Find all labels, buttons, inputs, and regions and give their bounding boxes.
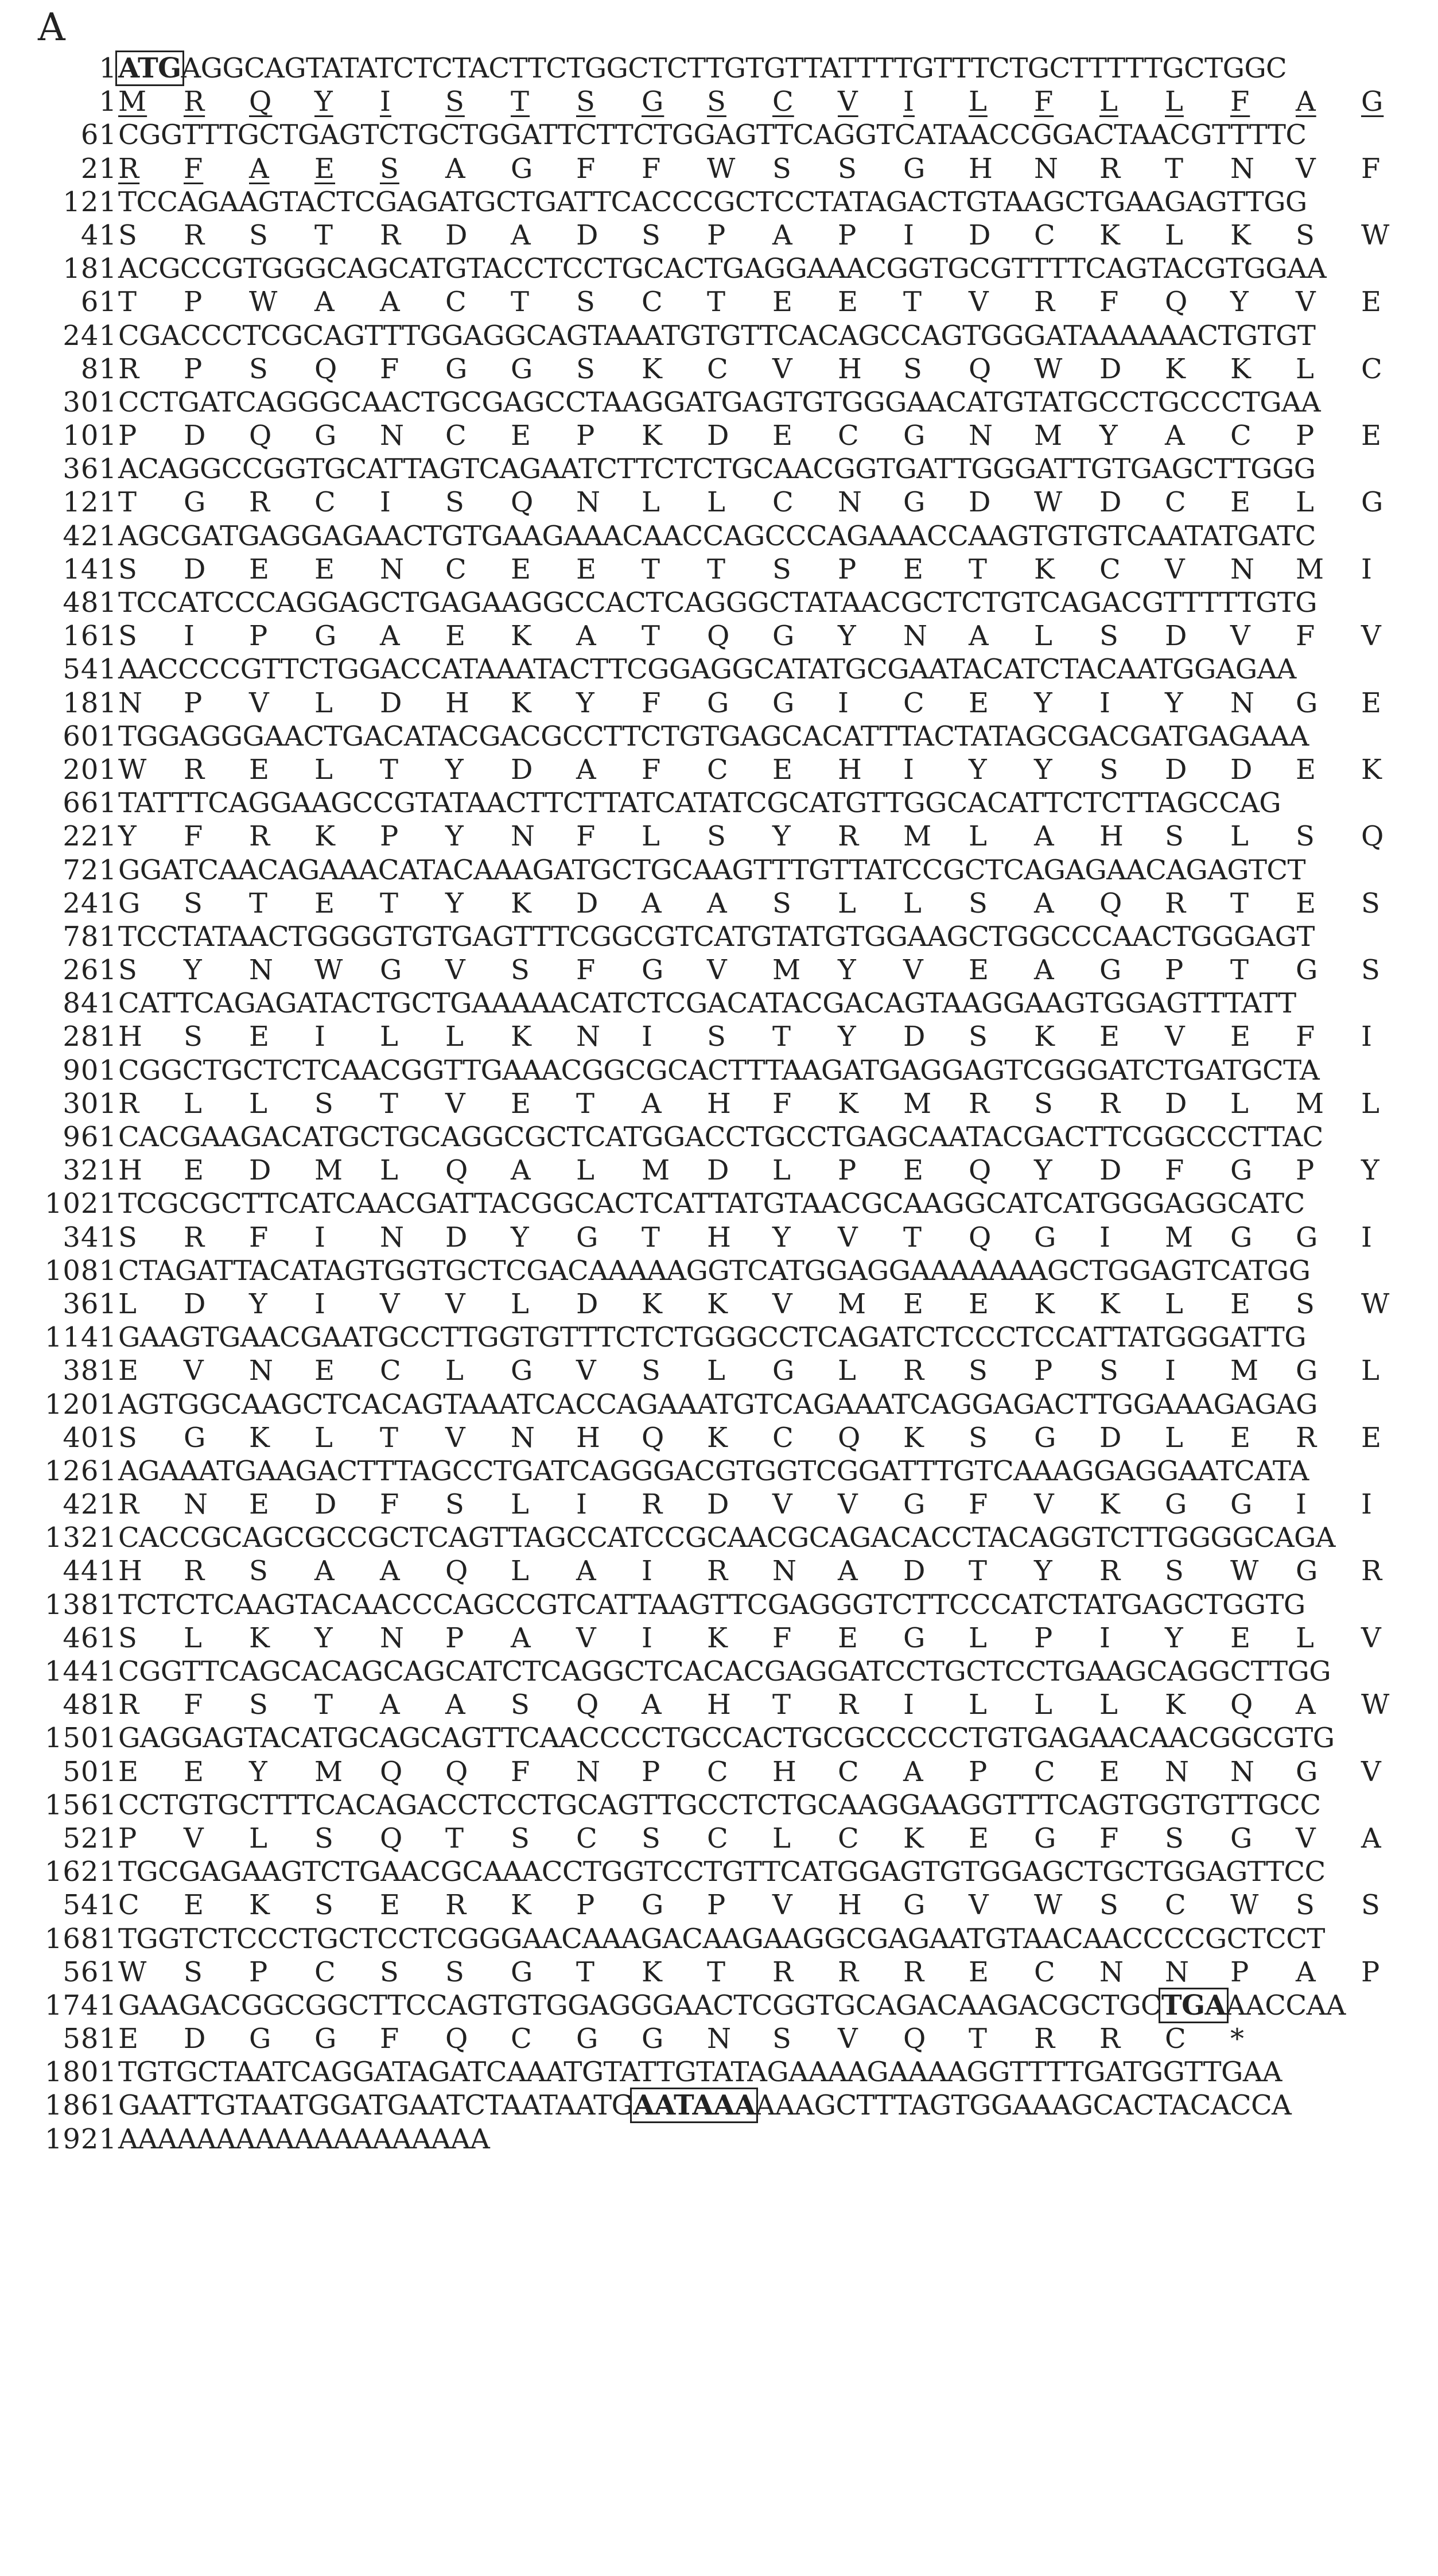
nucleotide-sequence: CACGAAGACATGCTGCAGGCGCTCATGGACCTGCCTGAGCAATACGACTTCGGCCCTTAC: [118, 1121, 1323, 1153]
amino-acid-row: [0, 1755, 1438, 1789]
nucleotide-row: [0, 252, 1438, 285]
nucleotide-sequence: TGCGAGAAGTCTGAACGCAAACCTGGTCCTGTTCATGGAGTGTGGAGCTGCTGGAGTTCC: [118, 1856, 1326, 1888]
amino-acid-sequence: W R E L T Y D A F C E H I Y Y S D D E K: [118, 753, 1382, 786]
amino-acid-row: [0, 1287, 1438, 1321]
amino-acid-row: [0, 85, 1438, 118]
amino-acid-row: [0, 1554, 1438, 1588]
nucleotide-sequence: ACAGGCCGGTGCATTAGTCAGAATCTTCTCTGCAACGGTGATTGGGATTGTGAGCTTGGG: [118, 453, 1316, 486]
amino-acid-sequence: S Y N W G V S F G V M Y V E A G P T G S: [118, 954, 1381, 987]
position-number: 1381: [44, 1588, 117, 1621]
nucleotide-sequence: GGATCAACAGAAACATACAAAGATGCTGCAAGTTTGTTATCCGCTCAGAGAACAGAGTCT: [118, 854, 1305, 886]
nucleotide-row: [0, 854, 1438, 887]
nucleotide-row: [0, 1388, 1438, 1421]
amino-acid-sequence: S D E E N C E E T T S P E T K C V N M I: [118, 553, 1373, 585]
amino-acid-row: [0, 152, 1438, 185]
amino-acid-row: [0, 887, 1438, 920]
position-number: 61: [80, 286, 117, 319]
amino-acid-sequence: P D Q G N C E P K D E C G N M Y A C P E: [118, 420, 1382, 452]
nucleotide-sequence: CGGCTGCTCTCAACGGTTGAAACGGCGCACTTTAAGATGAGGAGTCGGGATCTGATGCTA: [118, 1054, 1320, 1087]
amino-acid-row: [0, 486, 1438, 519]
nucleotide-row: [0, 920, 1438, 953]
nucleotide-sequence: CGGTTTGCTGAGTCTGCTGGATTCTTCTGGAGTTCAGGTCATAACCGGACTAACGTTTTC: [118, 119, 1307, 152]
nucleotide-sequence: CGACCCTCGCAGTTTGGAGGCAGTAAATGTGTTCACAGCCAGTGGGATAAAAAACTGTGT: [118, 319, 1316, 352]
position-number: 101: [63, 420, 117, 452]
nucleotide-row: [0, 1454, 1438, 1488]
amino-acid-sequence: H R S A A Q L A I R N A D T Y R S W G R: [118, 1555, 1383, 1588]
amino-acid-sequence: R F S T A A S Q A H T R I L L L K Q A W: [118, 1689, 1390, 1721]
position-number: 321: [63, 1154, 117, 1187]
amino-acid-sequence: C E K S E R K P G P V H G V W S C W S S: [118, 1889, 1381, 1922]
position-number: 601: [63, 720, 117, 752]
amino-acid-row: [0, 1488, 1438, 1521]
nucleotide-row: [0, 1120, 1438, 1154]
position-number: 21: [80, 152, 117, 185]
nucleotide-sequence: CGGTTCAGCACAGCAGCATCTCAGGCTCACACGAGGATCCTGCTCCTGAAGCAGGCTTGG: [118, 1655, 1331, 1687]
amino-acid-sequence: Y F R K P Y N F L S Y R M L A H S L S Q: [118, 820, 1385, 853]
nucleotide-row: [0, 720, 1438, 753]
nucleotide-sequence: GAAGACGGCGGCTTCCAGTGTGGAGGGAACTCGGTGCAGACAAGACGCTGCTGAAACCAA: [118, 1989, 1346, 2022]
panel-label: A: [38, 5, 65, 49]
amino-acid-sequence: H E D M L Q A L M D L P E Q Y D F G P Y: [118, 1154, 1380, 1187]
nucleotide-sequence: TCCTATAACTGGGGTGTGAGTTTCGGCGTCATGTATGTGGAAGCTGGCCCAACTGGGAGT: [118, 920, 1315, 953]
amino-acid-sequence: E D G G F Q C G G N S V Q T R R C *: [118, 2023, 1245, 2055]
position-number: 421: [63, 519, 117, 552]
amino-acid-sequence: L D Y I V V L D K K V M E E K K L E S W: [118, 1287, 1390, 1320]
amino-acid-row: [0, 1221, 1438, 1254]
nucleotide-sequence: ATGAGGCAGTATATCTCTACTTCTGGCTCTTGTGTTATTTTGTTTCTGCTTTTTGCTGGC: [118, 52, 1287, 85]
position-number: 1261: [44, 1454, 117, 1487]
amino-acid-row: [0, 219, 1438, 252]
position-number: 541: [63, 653, 117, 686]
nucleotide-row: [0, 319, 1438, 352]
amino-acid-row: [0, 1822, 1438, 1855]
nucleotide-row: [0, 52, 1438, 85]
position-number: 421: [63, 1488, 117, 1521]
nucleotide-row: [0, 1254, 1438, 1287]
position-number: 1081: [44, 1254, 117, 1287]
boxed-motif: ATG: [115, 51, 184, 86]
nucleotide-sequence: TGTGCTAATCAGGATAGATCAAATGTATTGTATAGAAAAGAAAAGGTTTTGATGGTTGAA: [118, 2056, 1282, 2089]
nucleotide-row: [0, 586, 1438, 619]
nucleotide-row: [0, 1721, 1438, 1755]
amino-acid-row: [0, 820, 1438, 853]
nucleotide-row: [0, 1588, 1438, 1621]
nucleotide-sequence: TCTCTCAAGTACAACCCAGCCGTCATTAAGTTCGAGGGTCTTCCCATCTATGAGCTGGTG: [118, 1588, 1305, 1621]
nucleotide-row: [0, 452, 1438, 486]
amino-acid-sequence: E E Y M Q Q F N P C H C A P C E N N G V: [118, 1755, 1382, 1788]
position-number: 1141: [44, 1321, 117, 1354]
position-number: 41: [80, 219, 117, 251]
position-number: 1: [99, 86, 117, 118]
nucleotide-row: [0, 2089, 1438, 2122]
nucleotide-sequence: CCTGTGCTTTCACAGACCTCCTGCAGTTGCCTCTGCAAGGAAGGTTTCAGTGGTGTTGCC: [118, 1789, 1321, 1821]
nucleotide-sequence: AACCCCGTTCTGGACCATAAATACTTCGGAGGCATATGCGAATACATCTACAATGGAGAA: [118, 653, 1296, 686]
nucleotide-sequence: AGCGATGAGGAGAACTGTGAAGAAACAACCAGCCCAGAAACCAAGTGTGTCAATATGATC: [118, 519, 1316, 552]
position-number: 661: [63, 787, 117, 820]
nucleotide-row: [0, 118, 1438, 152]
position-number: 961: [63, 1121, 117, 1153]
amino-acid-row: [0, 1020, 1438, 1053]
position-number: 461: [63, 1621, 117, 1654]
position-number: 221: [63, 820, 117, 853]
amino-acid-row: [0, 2022, 1438, 2055]
amino-acid-sequence: N P V L D H K Y F G G I C E Y I Y N G E: [118, 686, 1382, 719]
amino-acid-row: [0, 1087, 1438, 1120]
position-number: 1501: [44, 1722, 117, 1755]
amino-acid-row: [0, 1354, 1438, 1387]
position-number: 1201: [44, 1388, 117, 1421]
amino-acid-sequence: E V N E C L G V S L G L R S P S I M G L: [118, 1355, 1380, 1387]
position-number: 1801: [44, 2056, 117, 2089]
nucleotide-sequence: TGGAGGGAACTGACATACGACGCCTTCTGTGAGCACATTTACTATAGCGACGATGAGAAA: [118, 720, 1309, 752]
amino-acid-sequence: S R S T R D A D S P A P I D C K L K S W: [118, 219, 1390, 251]
nucleotide-row: [0, 1855, 1438, 1888]
position-number: 241: [63, 887, 117, 920]
amino-acid-row: [0, 285, 1438, 319]
nucleotide-sequence: CACCGCAGCGCCGCTCAGTTAGCCATCCGCAACGCAGACACCTACAGGTCTTGGGGCAGA: [118, 1522, 1335, 1554]
nucleotide-row: [0, 786, 1438, 820]
position-number: 341: [63, 1221, 117, 1254]
position-number: 1021: [44, 1188, 117, 1220]
nucleotide-row: [0, 1989, 1438, 2022]
position-number: 1861: [44, 2089, 117, 2122]
nucleotide-sequence: TATTTCAGGAAGCCGTATAACTTCTTATCATATCGCATGTTGGCACATTCTCTTAGCCAG: [118, 787, 1281, 820]
amino-acid-row: [0, 1956, 1438, 1989]
amino-acid-row: [0, 953, 1438, 987]
nucleotide-sequence: CATTCAGAGATACTGCTGAAAAACATCTCGACATACGACAGTAAGGAAGTGGAGTTTATT: [118, 987, 1296, 1020]
amino-acid-sequence: S L K Y N P A V I K F E G L P I Y E L V: [118, 1621, 1382, 1654]
nucleotide-sequence: TCCAGAAGTACTCGAGATGCTGATTCACCCGCTCCTATAGACTGTAAGCTGAAGAGTTGG: [118, 185, 1307, 218]
nucleotide-row: [0, 185, 1438, 219]
position-number: 901: [63, 1054, 117, 1087]
nucleotide-row: [0, 1521, 1438, 1554]
position-number: 161: [63, 620, 117, 653]
position-number: 481: [63, 587, 117, 619]
amino-acid-sequence: R F A E S A G F F W S S G H N R T N V F: [118, 152, 1381, 185]
position-number: 501: [63, 1755, 117, 1788]
sequence-listing: [0, 52, 1438, 2156]
position-number: 61: [80, 119, 117, 152]
nucleotide-sequence: ACGCCGTGGGCAGCATGTACCTCCTGCACTGAGGAAACGGTGCGTTTTCAGTACGTGGAA: [118, 253, 1327, 285]
position-number: 81: [80, 352, 117, 385]
amino-acid-row: [0, 419, 1438, 452]
nucleotide-row: [0, 1922, 1438, 1956]
position-number: 1921: [44, 2123, 117, 2155]
nucleotide-sequence: TCCATCCCAGGAGCTGAGAAGGCCACTCAGGGCTATAACGCTCTGTCAGACGTTTTTGTG: [118, 587, 1317, 619]
position-number: 181: [63, 253, 117, 285]
nucleotide-sequence: AGTGGCAAGCTCACAGTAAATCACCAGAAATGTCAGAAATCAGGAGACTTGGAAAGAGAG: [118, 1388, 1317, 1421]
nucleotide-row: [0, 1789, 1438, 1822]
position-number: 441: [63, 1555, 117, 1588]
nucleotide-sequence: AGAAATGAAGACTTTAGCCTGATCAGGGACGTGGTCGGATTTGTCAAAGGAGGAATCATA: [118, 1454, 1309, 1487]
amino-acid-sequence: H S E I L L K N I S T Y D S K E V E F I: [118, 1021, 1373, 1053]
amino-acid-row: [0, 1688, 1438, 1721]
amino-acid-row: [0, 1621, 1438, 1655]
position-number: 241: [63, 319, 117, 352]
amino-acid-sequence: S G K L T V N H Q K C Q K S G D L E R E: [118, 1421, 1382, 1454]
position-number: 541: [63, 1889, 117, 1922]
nucleotide-row: [0, 1187, 1438, 1220]
amino-acid-row: [0, 753, 1438, 786]
amino-acid-sequence: M R Q Y I S T S G S C V I L F L L F A G: [118, 86, 1384, 118]
boxed-motif: AATAAA: [630, 2088, 758, 2123]
position-number: 521: [63, 1822, 117, 1855]
amino-acid-sequence: R P S Q F G G S K C V H S Q W D K K L C: [118, 352, 1383, 385]
nucleotide-sequence: GAATTGTAATGGATGAATCTAATAATGAATAAAAAAGCTTTAGTGGAAAGCACTACACCA: [118, 2089, 1291, 2122]
amino-acid-sequence: G S T E T Y K D A A S L L S A Q R T E S: [118, 887, 1381, 920]
nucleotide-row: [0, 519, 1438, 553]
position-number: 1681: [44, 1922, 117, 1955]
nucleotide-sequence: CTAGATTACATAGTGGTGCTCGACAAAAAGGTCATGGAGGAAAAAAAGCTGGAGTCATGG: [118, 1254, 1311, 1287]
amino-acid-sequence: S I P G A E K A T Q G Y N A L S D V F V: [118, 620, 1382, 653]
amino-acid-sequence: T G R C I S Q N L L C N G D W D C E L G: [118, 486, 1384, 519]
nucleotide-sequence: CCTGATCAGGGCAACTGCGAGCCTAAGGATGAGTGTGGGAACATGTATGCCTGCCCTGAA: [118, 386, 1321, 418]
position-number: 121: [63, 486, 117, 519]
position-number: 301: [63, 1087, 117, 1120]
boxed-motif: TGA: [1159, 1988, 1229, 2023]
nucleotide-row: [0, 386, 1438, 419]
position-number: 1441: [44, 1655, 117, 1687]
position-number: 181: [63, 686, 117, 719]
nucleotide-sequence: GAAGTGAACGAATGCCTTGGTGTTTCTCTGGGCCTCAGATCTCCCTCCATTATGGGATTG: [118, 1321, 1306, 1354]
amino-acid-sequence: P V L S Q T S C S C L C K E G F S G V A: [118, 1822, 1382, 1855]
amino-acid-sequence: R N E D F S L I R D V V G F V K G G I I: [118, 1488, 1373, 1521]
position-number: 401: [63, 1421, 117, 1454]
position-number: 561: [63, 1956, 117, 1988]
position-number: 581: [63, 2023, 117, 2055]
nucleotide-row: [0, 987, 1438, 1020]
position-number: 361: [63, 453, 117, 486]
position-number: 261: [63, 954, 117, 987]
position-number: 481: [63, 1689, 117, 1721]
amino-acid-row: [0, 352, 1438, 386]
amino-acid-sequence: S R F I N D Y G T H Y V T Q G I M G G I: [118, 1221, 1373, 1254]
position-number: 1321: [44, 1522, 117, 1554]
amino-acid-row: [0, 1154, 1438, 1187]
amino-acid-sequence: T P W A A C T S C T E E T V R F Q Y V E: [118, 286, 1382, 319]
nucleotide-row: [0, 1321, 1438, 1354]
nucleotide-row: [0, 2055, 1438, 2089]
position-number: 121: [63, 185, 117, 218]
position-number: 721: [63, 854, 117, 886]
nucleotide-row: [0, 1655, 1438, 1688]
nucleotide-row: [0, 653, 1438, 686]
position-number: 201: [63, 753, 117, 786]
amino-acid-row: [0, 686, 1438, 720]
position-number: 1621: [44, 1856, 117, 1888]
position-number: 1561: [44, 1789, 117, 1821]
nucleotide-sequence: TGGTCTCCCTGCTCCTCGGGAACAAAGACAAGAAGGCGAGAATGTAACAACCCCGCTCCT: [118, 1922, 1325, 1955]
position-number: 1741: [44, 1989, 117, 2022]
position-number: 841: [63, 987, 117, 1020]
position-number: 381: [63, 1355, 117, 1387]
nucleotide-row: [0, 1054, 1438, 1087]
amino-acid-row: [0, 553, 1438, 586]
nucleotide-sequence: AAAAAAAAAAAAAAAAAAA: [118, 2123, 490, 2155]
position-number: 301: [63, 386, 117, 418]
nucleotide-row: [0, 2123, 1438, 2156]
nucleotide-sequence: TCGCGCTTCATCAACGATTACGGCACTCATTATGTAACGCAAGGCATCATGGGAGGCATC: [118, 1188, 1305, 1220]
nucleotide-sequence: GAGGAGTACATGCAGCAGTTCAACCCCTGCCACTGCGCCCCCTGTGAGAACAACGGCGTG: [118, 1722, 1335, 1755]
position-number: 141: [63, 553, 117, 585]
amino-acid-row: [0, 619, 1438, 653]
position-number: 361: [63, 1287, 117, 1320]
position-number: 1: [99, 52, 117, 84]
amino-acid-sequence: R L L S T V E T A H F K M R S R D L M L: [118, 1087, 1380, 1120]
position-number: 781: [63, 920, 117, 953]
amino-acid-row: [0, 1888, 1438, 1922]
amino-acid-sequence: W S P C S S G T K T R R R E C N N P A P: [118, 1956, 1381, 1988]
position-number: 281: [63, 1021, 117, 1053]
amino-acid-row: [0, 1421, 1438, 1454]
